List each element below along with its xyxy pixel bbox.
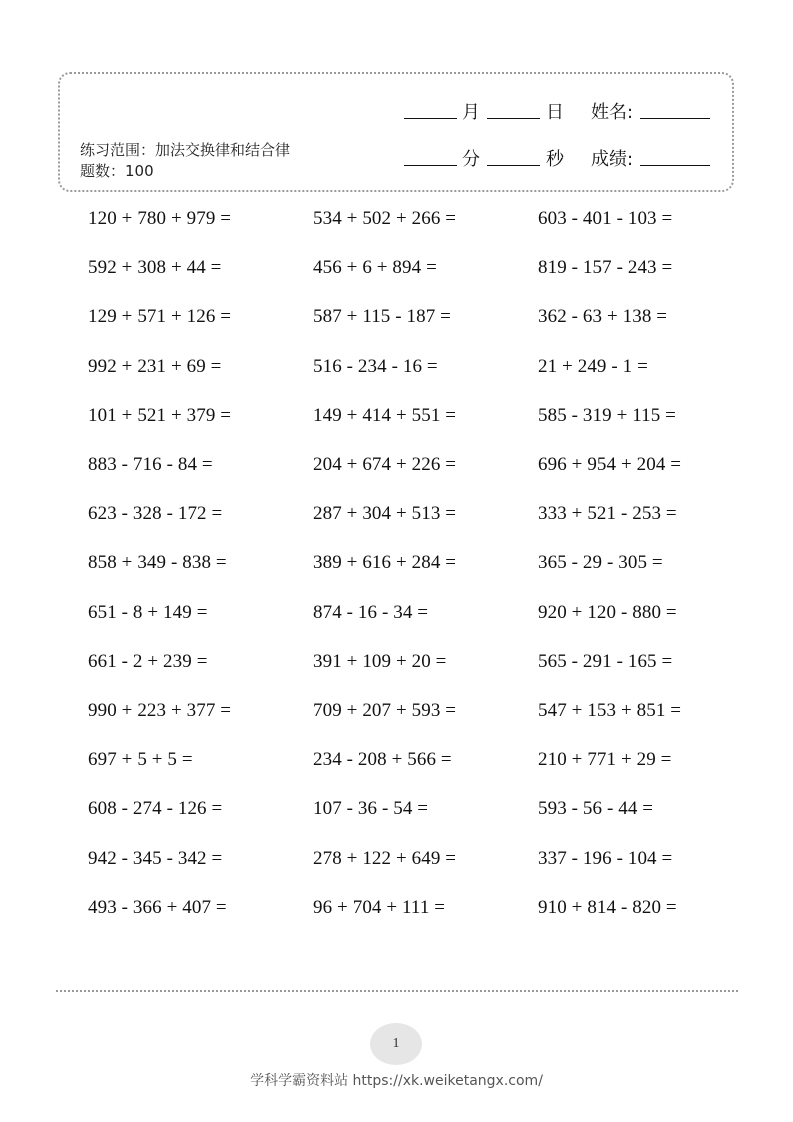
problem-item: 608 - 274 - 126 = [88, 798, 223, 820]
problem-item: 603 - 401 - 103 = [538, 208, 673, 229]
problem-item: 651 - 8 + 149 = [88, 601, 208, 623]
problem-item: 210 + 771 + 29 = [538, 749, 672, 771]
problem-item: 96 + 704 + 111 = [313, 896, 446, 918]
problem-item: 696 + 954 + 204 = [538, 454, 682, 475]
score-blank[interactable] [640, 147, 710, 166]
problem-item: 819 - 157 - 243 = [538, 257, 673, 279]
problem-item: 709 + 207 + 593 = [313, 700, 457, 721]
problem-item: 493 - 366 + 407 = [88, 896, 227, 918]
problem-item: 337 - 196 - 104 = [538, 847, 673, 869]
problem-item: 234 - 208 + 566 = [313, 749, 452, 771]
problem-item: 585 - 319 + 115 = [538, 404, 677, 426]
problem-item: 107 - 36 - 54 = [313, 798, 429, 820]
problem-item: 516 - 234 - 16 = [313, 355, 438, 377]
problem-item: 874 - 16 - 34 = [313, 601, 429, 623]
score-label: 成绩: [591, 149, 634, 170]
problem-item: 129 + 571 + 126 = [88, 306, 232, 328]
problem-item: 992 + 231 + 69 = [88, 355, 222, 377]
second-blank[interactable] [487, 147, 540, 166]
problem-item: 593 - 56 - 44 = [538, 798, 654, 820]
problem-item: 362 - 63 + 138 = [538, 306, 668, 328]
month-label: 月 [462, 102, 480, 123]
problem-item: 547 + 153 + 851 = [538, 700, 682, 721]
problem-item: 391 + 109 + 20 = [313, 650, 447, 672]
problem-item: 592 + 308 + 44 = [88, 257, 222, 279]
problem-item: 565 - 291 - 165 = [538, 650, 673, 672]
problem-item: 920 + 120 - 880 = [538, 601, 677, 623]
name-label: 姓名: [591, 102, 634, 123]
problem-item: 661 - 2 + 239 = [88, 650, 208, 672]
name-blank[interactable] [640, 100, 710, 119]
problem-item: 858 + 349 - 838 = [88, 552, 227, 574]
problem-item: 101 + 521 + 379 = [88, 404, 232, 426]
problem-item: 333 + 521 - 253 = [538, 503, 677, 525]
problem-item: 697 + 5 + 5 = [88, 749, 193, 771]
problem-item: 587 + 115 - 187 = [313, 306, 452, 328]
problem-item: 204 + 674 + 226 = [313, 454, 457, 475]
problem-item: 287 + 304 + 513 = [313, 503, 457, 525]
day-blank[interactable] [487, 100, 540, 119]
practice-range-text: 练习范围：加法交换律和结合律 题数：100 [80, 141, 291, 180]
page-number: 1 [370, 1023, 422, 1065]
minute-blank[interactable] [404, 147, 457, 166]
site-watermark: 学科学霸资料站 https://xk.weiketangx.com/ [250, 1073, 543, 1089]
problem-item: 883 - 716 - 84 = [88, 454, 213, 475]
problem-item: 21 + 249 - 1 = [538, 355, 648, 377]
problem-item: 149 + 414 + 551 = [313, 404, 457, 426]
footer-divider [56, 990, 738, 992]
problem-item: 456 + 6 + 894 = [313, 257, 437, 279]
day-label: 日 [546, 102, 564, 123]
minute-label: 分 [462, 149, 480, 170]
problem-item: 365 - 29 - 305 = [538, 552, 663, 574]
problem-item: 623 - 328 - 172 = [88, 503, 223, 525]
problem-item: 942 - 345 - 342 = [88, 847, 223, 869]
problem-item: 990 + 223 + 377 = [88, 700, 232, 721]
month-blank[interactable] [404, 100, 457, 119]
problem-item: 120 + 780 + 979 = [88, 208, 232, 229]
second-label: 秒 [546, 149, 564, 170]
problem-item: 534 + 502 + 266 = [313, 208, 457, 229]
problem-item: 910 + 814 - 820 = [538, 896, 677, 918]
problem-item: 389 + 616 + 284 = [313, 552, 457, 574]
problem-item: 278 + 122 + 649 = [313, 847, 457, 869]
